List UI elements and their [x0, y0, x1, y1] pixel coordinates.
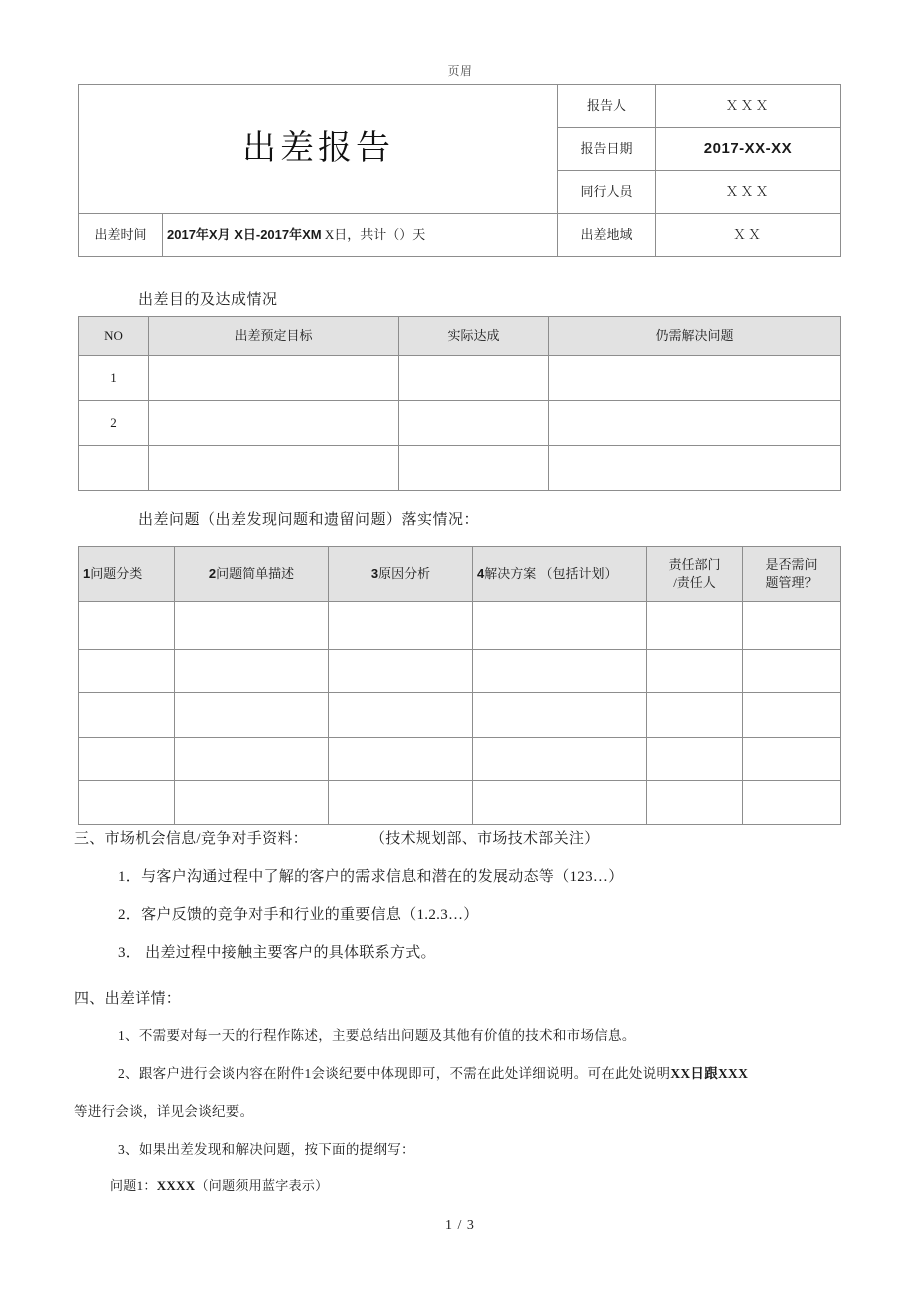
trip-time-label: 出差时间 [79, 214, 163, 257]
issue-col-needs-management-line1: 是否需问 [765, 557, 818, 573]
issue-cell-category[interactable] [79, 781, 175, 825]
issue-cell-owner[interactable] [647, 738, 743, 781]
issue-col-needs-management [743, 547, 841, 602]
goal-table [78, 316, 841, 491]
goal-row-achieved[interactable] [399, 356, 549, 401]
table-row [79, 356, 841, 401]
goal-row-remaining[interactable] [549, 356, 841, 401]
issue-col-cause-num: 3 [370, 566, 379, 582]
page-title: 出差报告 [242, 130, 394, 168]
issue-col-solution-num: 4 [477, 566, 485, 582]
region-label: 出差地域 [558, 214, 656, 257]
question-placeholder: XXXX [156, 1178, 196, 1193]
page-number: 1 / 3 [445, 1218, 475, 1233]
issue-cell-category[interactable] [79, 693, 175, 738]
issue-col-category-num: 1 [83, 566, 91, 582]
reporter-label: 报告人 [558, 85, 656, 128]
table-row [79, 693, 841, 738]
issue-cell-category[interactable] [79, 650, 175, 693]
question-note: （问题须用蓝字表示） [195, 1178, 329, 1193]
issue-cell-cause[interactable] [329, 650, 473, 693]
issue-col-category-text: 问题分类 [90, 566, 143, 582]
page-header-text: 页眉 [447, 64, 473, 78]
goal-col-target: 出差预定目标 [149, 317, 399, 356]
issue-cell-cause[interactable] [329, 602, 473, 650]
goal-row-target[interactable] [149, 356, 399, 401]
issue-col-description-text: 问题简单描述 [216, 566, 295, 582]
issue-cell-owner[interactable] [647, 650, 743, 693]
goal-row-no: 2 [79, 401, 149, 446]
issue-cell-description[interactable] [175, 602, 329, 650]
companions-label: 同行人员 [558, 171, 656, 214]
issue-col-description-num: 2 [208, 566, 217, 582]
issue-cell-owner[interactable] [647, 781, 743, 825]
issue-cell-category[interactable] [79, 602, 175, 650]
goal-row-achieved[interactable] [399, 446, 549, 491]
trip-time-value[interactable] [163, 214, 558, 257]
issue-cell-solution[interactable] [473, 693, 647, 738]
issue-cell-cause[interactable] [329, 693, 473, 738]
goal-row-target[interactable] [149, 401, 399, 446]
goal-row-remaining[interactable] [549, 446, 841, 491]
goal-section-caption: 出差目的及达成情况 [138, 292, 278, 308]
issue-cell-description[interactable] [175, 693, 329, 738]
section3-item-1: 1．与客户沟通过程中了解的客户的需求信息和潜在的发展动态等（123…） [118, 869, 624, 885]
issue-col-solution [473, 547, 647, 602]
table-header-row [79, 317, 841, 356]
goal-col-achieved: 实际达成 [399, 317, 549, 356]
issue-cell-category[interactable] [79, 738, 175, 781]
issue-cell-owner[interactable] [647, 693, 743, 738]
section3-note: （技术规划部、市场技术部关注） [370, 831, 600, 847]
companions-value[interactable]: ＸＸＸ [656, 171, 841, 214]
goal-row-remaining[interactable] [549, 401, 841, 446]
issue-cell-solution[interactable] [473, 650, 647, 693]
issue-col-needs-management-line2: 题管理？ [765, 575, 818, 590]
issue-col-owner-line1: 责任部门 [668, 557, 721, 573]
issue-col-category [79, 547, 175, 602]
issue-cell-needs-management[interactable] [743, 781, 841, 825]
region-value[interactable]: ＸＸ [656, 214, 841, 257]
title-info-table [78, 84, 841, 257]
section3-heading: 三、市场机会信息/竞争对手资料： [74, 831, 308, 847]
issue-col-owner-line2: /责任人 [673, 575, 716, 590]
table-row [79, 650, 841, 693]
question-line [110, 1176, 328, 1196]
issue-col-cause-text: 原因分析 [378, 566, 431, 582]
section4-item-3: 3、如果出差发现和解决问题，按下面的提纲写： [118, 1142, 415, 1157]
issue-cell-needs-management[interactable] [743, 650, 841, 693]
question-label: 问题1： [110, 1178, 157, 1193]
issue-section-caption: 出差问题（出差发现问题和遗留问题）落实情况： [138, 512, 480, 528]
section4-heading: 四、出差详情： [74, 991, 182, 1007]
issue-cell-description[interactable] [175, 781, 329, 825]
issue-cell-description[interactable] [175, 650, 329, 693]
issue-cell-cause[interactable] [329, 738, 473, 781]
goal-row-no: 1 [79, 356, 149, 401]
goal-row-target[interactable] [149, 446, 399, 491]
issue-cell-needs-management[interactable] [743, 693, 841, 738]
section3-item-3: 3． 出差过程中接触主要客户的具体联系方式。 [118, 945, 436, 961]
trip-time-part-a: 2017年X月 X日-2017年XM [167, 227, 322, 243]
issue-cell-solution[interactable] [473, 602, 647, 650]
issue-cell-description[interactable] [175, 738, 329, 781]
trip-time-part-b: X日，共计（）天 [321, 227, 426, 243]
issue-cell-needs-management[interactable] [743, 738, 841, 781]
table-row [79, 401, 841, 446]
issue-col-owner [647, 547, 743, 602]
table-row [79, 214, 841, 257]
section4-item-1: 1、不需要对每一天的行程作陈述，主要总结出问题及其他有价值的技术和市场信息。 [118, 1028, 636, 1043]
section4-item-2-emphasis: XX日跟XXX [670, 1066, 749, 1081]
issue-col-cause [329, 547, 473, 602]
table-row [79, 446, 841, 491]
section4-item-2 [118, 1064, 748, 1084]
goal-col-no: NO [79, 317, 149, 356]
issue-cell-owner[interactable] [647, 602, 743, 650]
table-row [79, 85, 841, 128]
issue-col-solution-text: 解决方案 （包括计划） [484, 566, 618, 582]
issue-cell-needs-management[interactable] [743, 602, 841, 650]
report-date-value[interactable]: 2017-XX-XX [656, 128, 841, 171]
section3-item-2: 2．客户反馈的竞争对手和行业的重要信息（1.2.3…） [118, 907, 479, 923]
table-row [79, 781, 841, 825]
issue-table [78, 546, 841, 825]
issue-cell-cause[interactable] [329, 781, 473, 825]
table-row [79, 602, 841, 650]
issue-col-description [175, 547, 329, 602]
section4-item-2-text: 2、跟客户进行会谈内容在附件1会谈纪要中体现即可，不需在此处详细说明。可在此处说明 [118, 1066, 671, 1081]
goal-row-no [79, 446, 149, 491]
issue-cell-solution[interactable] [473, 738, 647, 781]
reporter-value[interactable]: ＸＸＸ [656, 85, 841, 128]
document-title-cell [79, 85, 558, 214]
table-header-row [79, 547, 841, 602]
table-row [79, 738, 841, 781]
issue-cell-solution[interactable] [473, 781, 647, 825]
goal-col-remaining: 仍需解决问题 [549, 317, 841, 356]
report-date-label: 报告日期 [558, 128, 656, 171]
goal-row-achieved[interactable] [399, 401, 549, 446]
section4-item-2-continued: 等进行会谈，详见会谈纪要。 [74, 1104, 254, 1119]
